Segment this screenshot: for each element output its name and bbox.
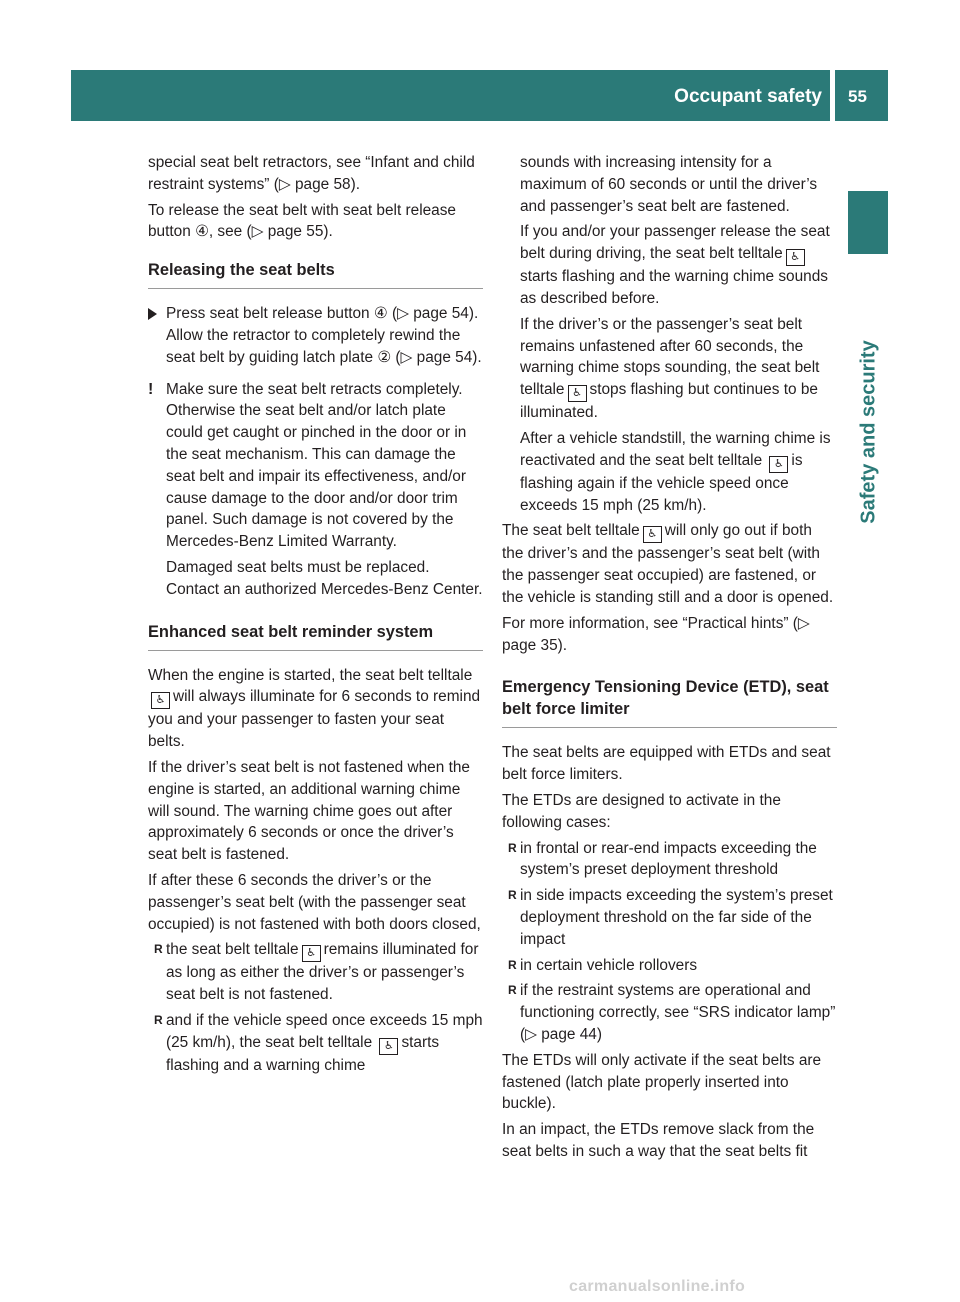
paragraph: In an impact, the ETDs remove slack from the seat belts in such a way that the seat belts fit	[502, 1121, 815, 1160]
seat-belt-telltale-icon: ♿︎	[302, 945, 321, 962]
bullet-mark: R	[154, 1012, 163, 1027]
step-arrow-icon	[148, 308, 157, 320]
running-header-title: Occupant safety	[674, 86, 822, 107]
list-item: R in frontal or rear-end impacts exceeding the system’s preset deployment threshold	[508, 839, 817, 879]
bullet-mark: R	[508, 983, 517, 998]
side-section-tab	[849, 262, 889, 602]
seat-belt-telltale-icon: ♿︎	[379, 1038, 398, 1055]
paragraph: special seat belt retractors, see “Infant and child restraint systems” (▷ page 58).	[148, 154, 475, 193]
bullet-mark: R	[508, 840, 517, 855]
paragraph: The seat belts are equipped with ETDs and seat belt force limiters.	[502, 744, 831, 784]
list-item: R in side impacts exceeding the system’s preset deployment threshold on the far side of the impact	[508, 887, 833, 948]
seat-belt-telltale-icon: ♿︎	[786, 249, 805, 266]
list-item: R in certain vehicle rollovers	[502, 955, 837, 977]
bullet-mark: R	[508, 888, 517, 903]
heading-releasing: Releasing the seat belts	[148, 259, 483, 289]
paragraph: If after these 6 seconds the driver’s or the passenger’s seat belt (with the passenger seat occupied) is not fastened with both doors closed,	[148, 871, 481, 933]
paragraph: The seat belt telltale ♿︎ will only go out if both the driver’s and the passenger’s seat belt (with the passenger seat occupied) are fastened, or the vehicle is standing still and a door is opened.	[502, 522, 834, 606]
step-item: Press seat belt release button ④ (▷ page 54). Allow the retractor to completely rewind the seat belt by guiding latch plate ② (▷ page 54).	[148, 303, 483, 368]
side-section-label: Safety and security	[857, 340, 880, 524]
paragraph: The ETDs will only activate if the seat belts are fastened (latch plate properly inserted into buckle).	[502, 1051, 822, 1113]
continued-list: sounds with increasing intensity for a maximum of 60 seconds or until the driver’s and passenger’s seat belt are fastened. If you and/or your passenger release the seat belt during driving, the seat belt telltale ♿︎starts flashing and the warning chime sounds as described before. If the driver’s or the passenger’s seat belt remains unfastened after 60 seconds, the warning chime stops sounding, the seat belt telltale ♿︎ stops flashing but continues to be illuminated. After a vehicle standstill, the warning chime is reactivated and the seat belt telltale ♿︎ is flashing again if the vehicle speed once exceeds 15 mph (25 km/h).	[520, 154, 831, 514]
heading-reminder: Enhanced seat belt reminder system	[148, 621, 483, 651]
list-item: R and if the vehicle speed once exceeds 15 mph (25 km/h), the seat belt telltale ♿︎ starts flashing and a warning chime	[154, 1011, 483, 1074]
side-thumb-block	[848, 191, 888, 254]
paragraph: The ETDs are designed to activate in the following cases:	[502, 791, 781, 831]
warning-icon: !	[148, 380, 154, 398]
paragraph: To release the seat belt with seat belt release button ④, see (▷ page 55).	[148, 201, 456, 241]
seat-belt-telltale-icon: ♿︎	[151, 692, 170, 709]
bullet-mark: R	[154, 942, 163, 957]
list-item: R if the restraint systems are operational and functioning correctly, see “SRS indicator lamp” (▷ page 44)	[508, 982, 836, 1043]
right-column	[502, 152, 837, 1167]
bullet-mark: R	[508, 957, 517, 972]
left-column	[148, 152, 483, 1081]
seat-belt-telltale-icon: ♿︎	[769, 456, 788, 473]
page-number: 55	[848, 87, 867, 106]
paragraph: If the driver’s seat belt is not fastened when the engine is started, an additional warning chime will sound. The warning chime goes out after approximately 6 seconds or once the driver’s seat belt is fastened.	[148, 758, 470, 864]
list-item: R the seat belt telltale ♿︎ remains illuminated for as long as either the driver’s or passenger’s seat belt is not fastened.	[154, 941, 479, 1004]
seat-belt-telltale-icon: ♿︎	[568, 385, 587, 402]
paragraph: For more information, see “Practical hints” (▷ page 35).	[502, 614, 810, 654]
paragraph: When the engine is started, the seat belt telltale♿︎ will always illuminate for 6 seconds to remind you and your passenger to fasten your seat belts.	[148, 666, 481, 751]
watermark: carmanualsonline.info	[569, 1278, 746, 1295]
warning-note: ! Make sure the seat belt retracts completely. Otherwise the seat belt and/or latch plate could get caught or pinched in the door or in the seat mechanism. This can damage the seat belt and impair its effectiveness, and/or cause damage to the door and/or door trim panel. Such damage is not covered by the Mercedes-Benz Limited Warranty. Damaged seat belts must be replaced. Contact an authorized Mercedes-Benz Center.	[148, 380, 483, 598]
heading-etd: Emergency Tensioning Device (ETD), seat belt force limiter	[502, 676, 837, 728]
seat-belt-telltale-icon: ♿︎	[643, 526, 662, 543]
